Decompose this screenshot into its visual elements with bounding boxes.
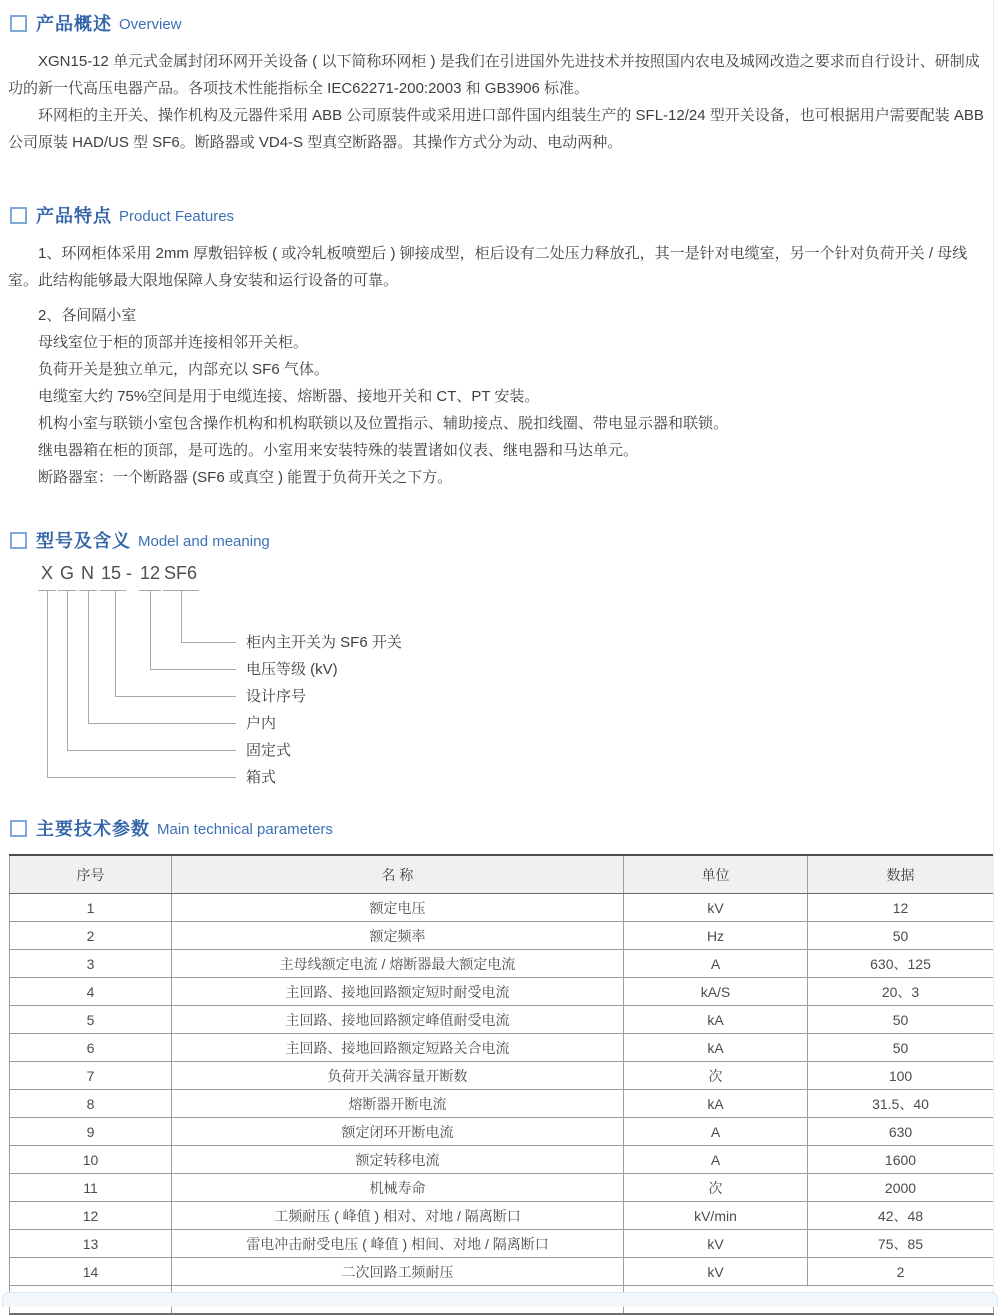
cell-index: 8	[10, 1090, 172, 1118]
cell-index: 2	[10, 922, 172, 950]
overview-paragraph: 环网柜的主开关、操作机构及元器件采用 ABB 公司原装件或采用进口部件国内组装生产的 SFL-12/24 型开关设备，也可根据用户需要配装 ABB 公司原装 HAD/US 型 SF6。断路器或 VD4-S 型真空断路器。其操作方式分为动、电动两种。	[8, 107, 984, 151]
table-row	[10, 922, 994, 950]
cell-value: 2000	[808, 1174, 994, 1202]
section-heading-model	[8, 527, 992, 553]
table-row	[10, 950, 994, 978]
section-overview	[8, 10, 992, 156]
section-heading-parameters	[8, 815, 992, 841]
section-heading-features	[8, 202, 992, 228]
feature-item: 继电器箱在柜的顶部，是可选的。小室用来安装特殊的装置诸如仪表、继电器和马达单元。	[38, 442, 639, 459]
cell-unit: kA	[624, 1006, 808, 1034]
table-row	[10, 894, 994, 922]
model-code-segment: -	[126, 563, 132, 583]
cell-value: 100	[808, 1062, 994, 1090]
cell-name: 主母线额定电流 / 熔断器最大额定电流	[172, 950, 624, 978]
model-label: 电压等级 (kV)	[246, 661, 338, 678]
overview-paragraphs	[8, 48, 992, 156]
cell-index: 11	[10, 1174, 172, 1202]
cell-name: 主回路、接地回路额定峰值耐受电流	[172, 1006, 624, 1034]
feature-item: 母线室位于柜的顶部并连接相邻开关柜。	[38, 334, 309, 351]
cell-index: 4	[10, 978, 172, 1006]
model-leader-vline	[47, 590, 48, 777]
section-marker-icon	[10, 820, 27, 837]
model-meaning-diagram	[8, 561, 992, 793]
model-leader-vline	[115, 590, 116, 696]
section-title-en: Product Features	[119, 207, 235, 225]
overview-paragraph: XGN15-12 单元式金属封闭环网开关设备 ( 以下简称环网柜 ) 是我们在引进国外先进技术并按照国内农电及城网改造之要求而自行设计、研制成功的新一代高压电器产品。各项技术性能指标全 IEC62271-200:2003 和 GB3906 标准。	[8, 53, 980, 97]
cell-value: 1600	[808, 1146, 994, 1174]
table-header-cell: 数据	[808, 855, 994, 894]
model-tick-line	[100, 590, 126, 591]
model-leader-vline	[150, 590, 151, 669]
cell-value: 75、85	[808, 1230, 994, 1258]
model-code-segment: SF6	[164, 563, 198, 583]
cell-value: 50	[808, 1034, 994, 1062]
cell-unit: A	[624, 950, 808, 978]
model-leader-hline	[67, 750, 236, 751]
cell-unit: kV/min	[624, 1202, 808, 1230]
section-title-zh: 型号及含义	[36, 531, 131, 551]
cell-value: 12	[808, 894, 994, 922]
cell-unit: kV	[624, 1230, 808, 1258]
table-row	[10, 1118, 994, 1146]
table-row	[10, 1230, 994, 1258]
cell-name: 主回路、接地回路额定短时耐受电流	[172, 978, 624, 1006]
cell-unit: Hz	[624, 922, 808, 950]
cell-name: 额定电压	[172, 894, 624, 922]
cell-unit: kA	[624, 1034, 808, 1062]
feature-item: 2、各间隔小室	[38, 307, 137, 324]
cell-unit: A	[624, 1118, 808, 1146]
parameters-table-head	[10, 855, 994, 894]
model-code-segment: 15	[101, 563, 122, 583]
cell-name: 二次回路工频耐压	[172, 1258, 624, 1286]
model-label: 箱式	[246, 769, 277, 786]
cell-value: 630	[808, 1118, 994, 1146]
table-row	[10, 1258, 994, 1286]
cell-index: 14	[10, 1258, 172, 1286]
feature-item: 1、环网柜体采用 2mm 厚敷铝锌板 ( 或冷轧板喷塑后 ) 铆接成型，柜后设有二处压力释放孔，其一是针对电缆室，另一个针对负荷开关 / 母线室。此结构能够最大限地保障人身安装和运行设备的可靠。	[8, 245, 968, 289]
model-leader-hline	[181, 642, 236, 643]
table-row	[10, 1034, 994, 1062]
section-marker-icon	[10, 207, 27, 224]
model-leader-hline	[150, 669, 236, 670]
feature-list	[8, 240, 992, 491]
parameters-table	[9, 854, 994, 1315]
table-row	[10, 1062, 994, 1090]
cell-name: 主回路、接地回路额定短路关合电流	[172, 1034, 624, 1062]
table-row	[10, 1090, 994, 1118]
cell-value: 50	[808, 922, 994, 950]
model-leader-hline	[88, 723, 236, 724]
model-code-segment: X	[41, 563, 54, 583]
model-label: 固定式	[246, 742, 292, 759]
section-title-zh: 主要技术参数	[36, 819, 150, 839]
cell-index: 1	[10, 894, 172, 922]
section-title-zh: 产品特点	[36, 206, 112, 226]
table-header-row	[10, 855, 994, 894]
cell-unit: 次	[624, 1174, 808, 1202]
cell-index: 9	[10, 1118, 172, 1146]
cell-unit: A	[624, 1146, 808, 1174]
table-header-cell: 单位	[624, 855, 808, 894]
cell-name: 熔断器开断电流	[172, 1090, 624, 1118]
cell-name: 额定频率	[172, 922, 624, 950]
section-heading-overview	[8, 10, 992, 36]
table-row	[10, 978, 994, 1006]
cell-value: 2	[808, 1258, 994, 1286]
cell-index: 12	[10, 1202, 172, 1230]
model-code-segment: G	[60, 563, 75, 583]
table-header-cell: 名 称	[172, 855, 624, 894]
model-leader-hline	[115, 696, 236, 697]
model-label: 户内	[246, 715, 277, 732]
section-title-en: Model and meaning	[138, 532, 270, 550]
cell-index: 10	[10, 1146, 172, 1174]
cell-index: 5	[10, 1006, 172, 1034]
cell-value: 31.5、40	[808, 1090, 994, 1118]
section-features	[8, 202, 992, 491]
cell-index: 7	[10, 1062, 172, 1090]
section-title-en: Main technical parameters	[157, 820, 333, 838]
cell-unit: kV	[624, 1258, 808, 1286]
cell-name: 额定闭环开断电流	[172, 1118, 624, 1146]
section-title-zh: 产品概述	[36, 14, 112, 34]
cell-index: 3	[10, 950, 172, 978]
table-row	[10, 1006, 994, 1034]
cell-name: 负荷开关满容量开断数	[172, 1062, 624, 1090]
section-model	[8, 527, 992, 793]
model-code-segment: N	[81, 563, 94, 583]
model-leader-hline	[47, 777, 236, 778]
section-parameters	[8, 815, 992, 1315]
feature-item: 负荷开关是独立单元，内部充以 SF6 气体。	[38, 361, 329, 378]
cell-value: 630、125	[808, 950, 994, 978]
cell-unit: kA/S	[624, 978, 808, 1006]
cell-value: 50	[808, 1006, 994, 1034]
cell-unit: kA	[624, 1090, 808, 1118]
section-marker-icon	[10, 15, 27, 32]
cell-value: 20、3	[808, 978, 994, 1006]
model-leader-vline	[67, 590, 68, 750]
table-row	[10, 1146, 994, 1174]
model-label: 设计序号	[246, 688, 307, 705]
model-code-segment: 12	[140, 563, 161, 583]
page-right-divider	[993, 0, 994, 1302]
cell-name: 工频耐压 ( 峰值 ) 相对、对地 / 隔离断口	[172, 1202, 624, 1230]
next-section-panel-edge	[2, 1292, 998, 1307]
cell-value: 42、48	[808, 1202, 994, 1230]
feature-item: 电缆室大约 75%空间是用于电缆连接、熔断器、接地开关和 CT、PT 安装。	[38, 388, 540, 405]
cell-name: 额定转移电流	[172, 1146, 624, 1174]
model-leader-vline	[181, 590, 182, 642]
cell-unit: kV	[624, 894, 808, 922]
feature-item: 机构小室与联锁小室包含操作机构和机构联锁以及位置指示、辅助接点、脱扣线圈、带电显示器和联锁。	[38, 415, 729, 432]
cell-name: 雷电冲击耐受电压 ( 峰值 ) 相间、对地 / 隔离断口	[172, 1230, 624, 1258]
cell-index: 13	[10, 1230, 172, 1258]
model-label: 柜内主开关为 SF6 开关	[246, 634, 402, 651]
feature-item: 断路器室：一个断路器 (SF6 或真空 ) 能置于负荷开关之下方。	[38, 469, 453, 486]
table-row	[10, 1202, 994, 1230]
section-marker-icon	[10, 532, 27, 549]
cell-index: 6	[10, 1034, 172, 1062]
section-title-en: Overview	[119, 15, 182, 33]
parameters-table-body	[10, 894, 994, 1315]
cell-name: 机械寿命	[172, 1174, 624, 1202]
table-header-cell: 序号	[10, 855, 172, 894]
cell-unit: 次	[624, 1062, 808, 1090]
table-row	[10, 1174, 994, 1202]
model-leader-vline	[88, 590, 89, 723]
